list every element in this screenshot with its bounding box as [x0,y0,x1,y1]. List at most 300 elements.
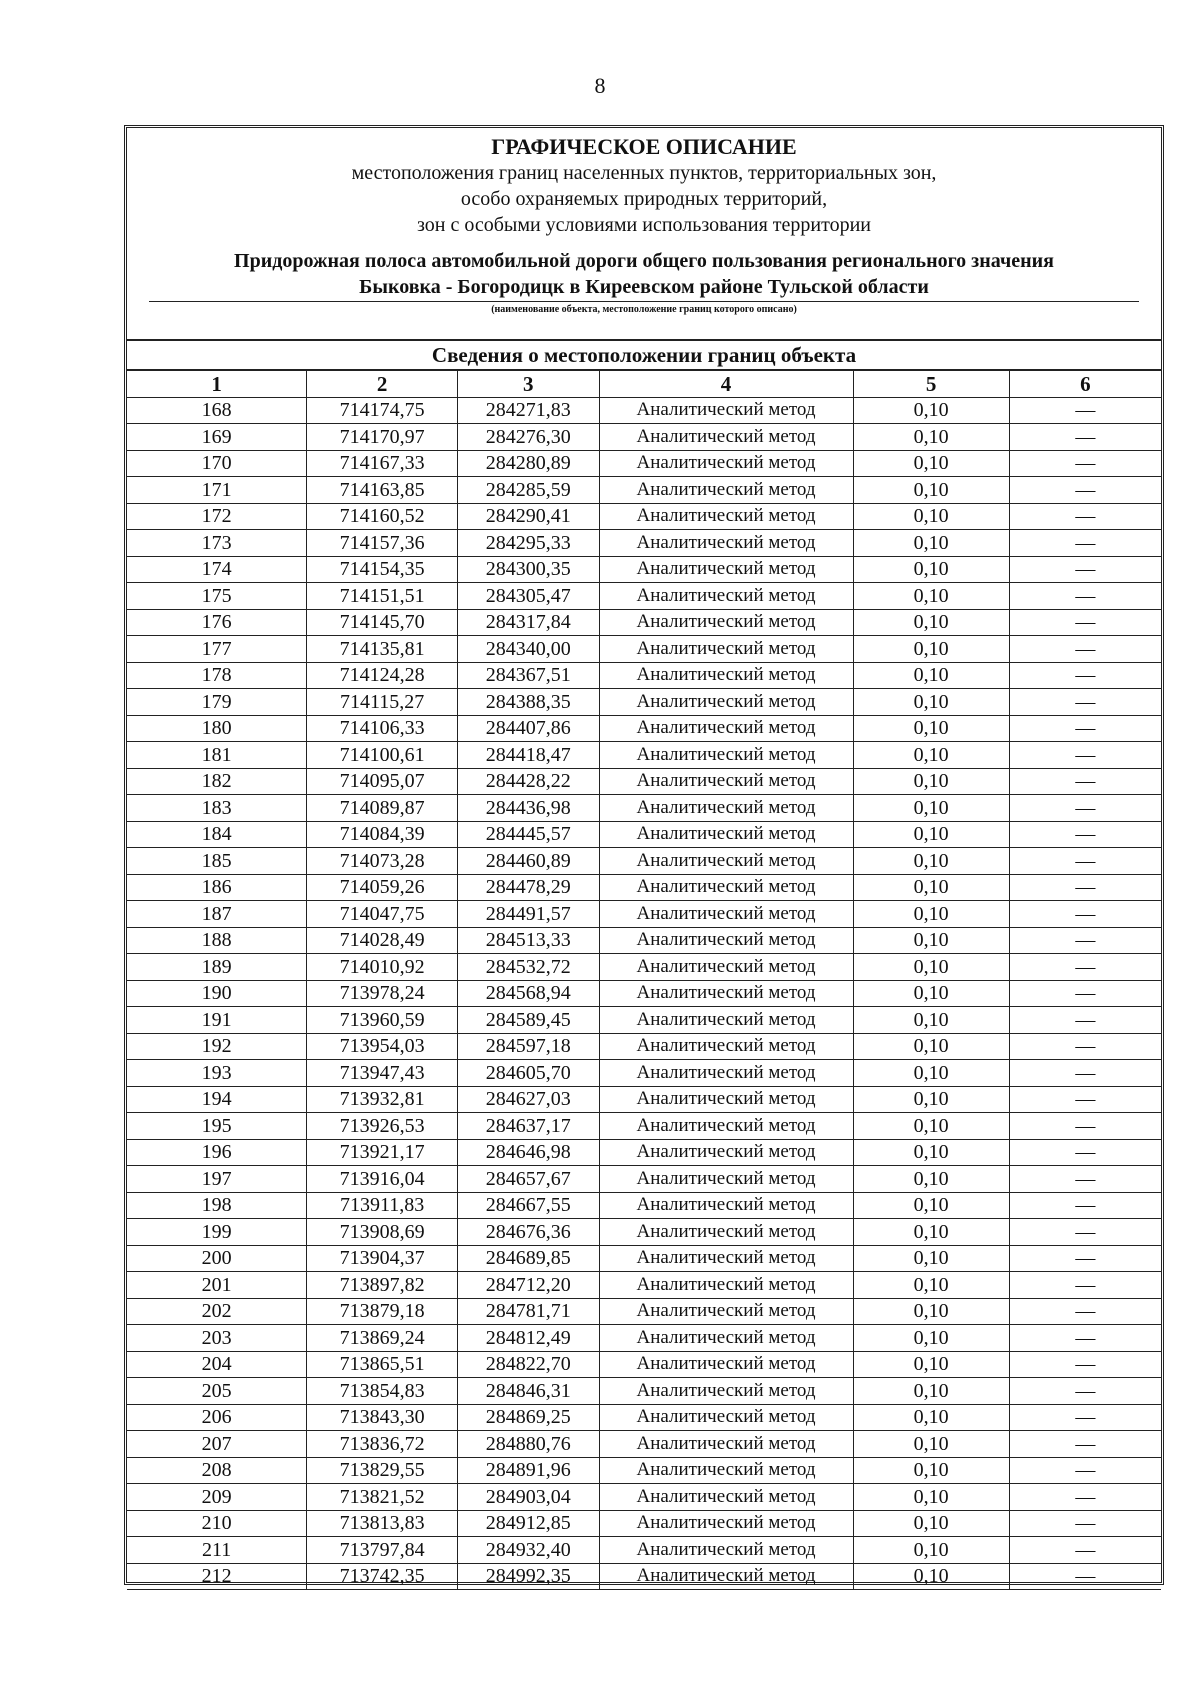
description-cell: — [1009,662,1161,689]
method-cell: Аналитический метод [599,1245,853,1272]
point-number-cell: 199 [127,1219,307,1246]
accuracy-cell: 0,10 [853,583,1009,610]
x-coordinate-cell: 714157,36 [307,530,458,557]
point-number-cell: 173 [127,530,307,557]
x-coordinate-cell: 713947,43 [307,1060,458,1087]
table-row [127,1351,1161,1378]
method-cell: Аналитический метод [599,477,853,504]
table-row [127,768,1161,795]
y-coordinate-cell: 284903,04 [457,1484,599,1511]
table-row [127,874,1161,901]
x-coordinate-cell: 713978,24 [307,980,458,1007]
method-cell: Аналитический метод [599,1166,853,1193]
accuracy-cell: 0,10 [853,689,1009,716]
x-coordinate-cell: 713869,24 [307,1325,458,1352]
y-coordinate-cell: 284846,31 [457,1378,599,1405]
point-number-cell: 206 [127,1404,307,1431]
point-number-cell: 189 [127,954,307,981]
x-coordinate-cell: 714100,61 [307,742,458,769]
column-header-4: 4 [599,371,853,397]
table-row [127,1219,1161,1246]
point-number-cell: 200 [127,1245,307,1272]
document-header [127,134,1161,341]
method-cell: Аналитический метод [599,715,853,742]
description-cell: — [1009,742,1161,769]
y-coordinate-cell: 284891,96 [457,1457,599,1484]
accuracy-cell: 0,10 [853,1245,1009,1272]
table-row [127,848,1161,875]
table-row [127,1086,1161,1113]
description-cell: — [1009,768,1161,795]
y-coordinate-cell: 284597,18 [457,1033,599,1060]
x-coordinate-cell: 714174,75 [307,397,458,424]
method-cell: Аналитический метод [599,530,853,557]
table-row [127,954,1161,981]
table-row [127,1298,1161,1325]
description-cell: — [1009,530,1161,557]
description-cell: — [1009,1007,1161,1034]
y-coordinate-cell: 284418,47 [457,742,599,769]
table-row [127,583,1161,610]
accuracy-cell: 0,10 [853,848,1009,875]
point-number-cell: 201 [127,1272,307,1299]
table-row [127,477,1161,504]
y-coordinate-cell: 284627,03 [457,1086,599,1113]
y-coordinate-cell: 284637,17 [457,1113,599,1140]
description-cell: — [1009,424,1161,451]
description-cell: — [1009,636,1161,663]
y-coordinate-cell: 284667,55 [457,1192,599,1219]
description-cell: — [1009,477,1161,504]
table-row [127,636,1161,663]
method-cell: Аналитический метод [599,1457,853,1484]
point-number-cell: 175 [127,583,307,610]
method-cell: Аналитический метод [599,1007,853,1034]
description-cell: — [1009,1245,1161,1272]
method-cell: Аналитический метод [599,1272,853,1299]
method-cell: Аналитический метод [599,874,853,901]
description-cell: — [1009,795,1161,822]
table-row [127,980,1161,1007]
y-coordinate-cell: 284290,41 [457,503,599,530]
x-coordinate-cell: 713908,69 [307,1219,458,1246]
method-cell: Аналитический метод [599,821,853,848]
description-cell: — [1009,1404,1161,1431]
x-coordinate-cell: 713836,72 [307,1431,458,1458]
description-cell: — [1009,821,1161,848]
x-coordinate-cell: 713916,04 [307,1166,458,1193]
x-coordinate-cell: 714059,26 [307,874,458,901]
y-coordinate-cell: 284822,70 [457,1351,599,1378]
description-cell: — [1009,450,1161,477]
table-row [127,1033,1161,1060]
table-row [127,1404,1161,1431]
table-row [127,1510,1161,1537]
point-number-cell: 188 [127,927,307,954]
y-coordinate-cell: 284812,49 [457,1325,599,1352]
point-number-cell: 177 [127,636,307,663]
method-cell: Аналитический метод [599,662,853,689]
accuracy-cell: 0,10 [853,1484,1009,1511]
point-number-cell: 174 [127,556,307,583]
description-cell: — [1009,689,1161,716]
point-number-cell: 204 [127,1351,307,1378]
description-cell: — [1009,609,1161,636]
accuracy-cell: 0,10 [853,1537,1009,1564]
description-cell: — [1009,1484,1161,1511]
point-number-cell: 197 [127,1166,307,1193]
y-coordinate-cell: 284676,36 [457,1219,599,1246]
table-row [127,1139,1161,1166]
y-coordinate-cell: 284436,98 [457,795,599,822]
method-cell: Аналитический метод [599,689,853,716]
accuracy-cell: 0,10 [853,477,1009,504]
section-title: Сведения о местоположении границ объекта [127,341,1161,371]
description-cell: — [1009,397,1161,424]
table-row [127,1484,1161,1511]
description-cell: — [1009,848,1161,875]
method-cell: Аналитический метод [599,980,853,1007]
table-header-row [127,371,1161,397]
x-coordinate-cell: 714154,35 [307,556,458,583]
document-title: ГРАФИЧЕСКОЕ ОПИСАНИЕ [491,134,797,159]
point-number-cell: 178 [127,662,307,689]
y-coordinate-cell: 284869,25 [457,1404,599,1431]
table-row [127,901,1161,928]
point-number-cell: 179 [127,689,307,716]
y-coordinate-cell: 284285,59 [457,477,599,504]
method-cell: Аналитический метод [599,1484,853,1511]
description-cell: — [1009,556,1161,583]
description-cell: — [1009,1272,1161,1299]
table-row [127,530,1161,557]
y-coordinate-cell: 284367,51 [457,662,599,689]
x-coordinate-cell: 714151,51 [307,583,458,610]
accuracy-cell: 0,10 [853,450,1009,477]
description-cell: — [1009,1086,1161,1113]
accuracy-cell: 0,10 [853,1325,1009,1352]
method-cell: Аналитический метод [599,927,853,954]
table-row [127,742,1161,769]
table-row [127,1563,1161,1590]
column-header-2: 2 [307,371,458,397]
x-coordinate-cell: 713911,83 [307,1192,458,1219]
y-coordinate-cell: 284589,45 [457,1007,599,1034]
table-row [127,1272,1161,1299]
y-coordinate-cell: 284445,57 [457,821,599,848]
accuracy-cell: 0,10 [853,424,1009,451]
method-cell: Аналитический метод [599,1563,853,1590]
description-cell: — [1009,980,1161,1007]
x-coordinate-cell: 713843,30 [307,1404,458,1431]
method-cell: Аналитический метод [599,1033,853,1060]
table-row [127,927,1161,954]
table-row [127,397,1161,424]
y-coordinate-cell: 284276,30 [457,424,599,451]
y-coordinate-cell: 284532,72 [457,954,599,981]
y-coordinate-cell: 284300,35 [457,556,599,583]
accuracy-cell: 0,10 [853,1219,1009,1246]
method-cell: Аналитический метод [599,848,853,875]
point-number-cell: 203 [127,1325,307,1352]
method-cell: Аналитический метод [599,901,853,928]
point-number-cell: 183 [127,795,307,822]
y-coordinate-cell: 284657,67 [457,1166,599,1193]
method-cell: Аналитический метод [599,450,853,477]
x-coordinate-cell: 714089,87 [307,795,458,822]
y-coordinate-cell: 284912,85 [457,1510,599,1537]
x-coordinate-cell: 713742,35 [307,1563,458,1590]
object-name-line-1: Придорожная полоса автомобильной дороги общего пользования регионального значения [234,250,1054,272]
point-number-cell: 208 [127,1457,307,1484]
x-coordinate-cell: 713897,82 [307,1272,458,1299]
method-cell: Аналитический метод [599,768,853,795]
document-frame [124,125,1164,1588]
table-row [127,1060,1161,1087]
table-row [127,715,1161,742]
y-coordinate-cell: 284932,40 [457,1537,599,1564]
point-number-cell: 190 [127,980,307,1007]
point-number-cell: 185 [127,848,307,875]
y-coordinate-cell: 284568,94 [457,980,599,1007]
method-cell: Аналитический метод [599,424,853,451]
accuracy-cell: 0,10 [853,1113,1009,1140]
x-coordinate-cell: 713932,81 [307,1086,458,1113]
accuracy-cell: 0,10 [853,1272,1009,1299]
y-coordinate-cell: 284271,83 [457,397,599,424]
x-coordinate-cell: 713960,59 [307,1007,458,1034]
point-number-cell: 176 [127,609,307,636]
header-line-2: особо охраняемых природных территорий, [460,188,828,210]
point-number-cell: 170 [127,450,307,477]
description-cell: — [1009,1431,1161,1458]
table-row [127,609,1161,636]
x-coordinate-cell: 714124,28 [307,662,458,689]
accuracy-cell: 0,10 [853,1033,1009,1060]
x-coordinate-cell: 714145,70 [307,609,458,636]
table-row [127,1431,1161,1458]
accuracy-cell: 0,10 [853,397,1009,424]
method-cell: Аналитический метод [599,1192,853,1219]
column-header-1: 1 [127,371,307,397]
x-coordinate-cell: 714028,49 [307,927,458,954]
accuracy-cell: 0,10 [853,1431,1009,1458]
accuracy-cell: 0,10 [853,715,1009,742]
description-cell: — [1009,1510,1161,1537]
x-coordinate-cell: 713821,52 [307,1484,458,1511]
method-cell: Аналитический метод [599,609,853,636]
table-row [127,1007,1161,1034]
x-coordinate-cell: 713813,83 [307,1510,458,1537]
x-coordinate-cell: 714135,81 [307,636,458,663]
description-cell: — [1009,1378,1161,1405]
x-coordinate-cell: 714047,75 [307,901,458,928]
point-number-cell: 205 [127,1378,307,1405]
description-cell: — [1009,1457,1161,1484]
x-coordinate-cell: 714115,27 [307,689,458,716]
description-cell: — [1009,1219,1161,1246]
point-number-cell: 169 [127,424,307,451]
x-coordinate-cell: 714084,39 [307,821,458,848]
method-cell: Аналитический метод [599,1510,853,1537]
method-cell: Аналитический метод [599,1431,853,1458]
method-cell: Аналитический метод [599,503,853,530]
table-body [127,397,1161,1590]
description-cell: — [1009,1563,1161,1590]
coordinates-table [127,371,1161,1590]
description-cell: — [1009,715,1161,742]
accuracy-cell: 0,10 [853,530,1009,557]
accuracy-cell: 0,10 [853,503,1009,530]
table-row [127,795,1161,822]
y-coordinate-cell: 284305,47 [457,583,599,610]
description-cell: — [1009,583,1161,610]
y-coordinate-cell: 284491,57 [457,901,599,928]
table-row [127,556,1161,583]
accuracy-cell: 0,10 [853,1139,1009,1166]
y-coordinate-cell: 284605,70 [457,1060,599,1087]
description-cell: — [1009,874,1161,901]
point-number-cell: 195 [127,1113,307,1140]
x-coordinate-cell: 713921,17 [307,1139,458,1166]
point-number-cell: 198 [127,1192,307,1219]
description-cell: — [1009,1325,1161,1352]
description-cell: — [1009,1060,1161,1087]
x-coordinate-cell: 714073,28 [307,848,458,875]
point-number-cell: 172 [127,503,307,530]
accuracy-cell: 0,10 [853,795,1009,822]
accuracy-cell: 0,10 [853,742,1009,769]
point-number-cell: 192 [127,1033,307,1060]
method-cell: Аналитический метод [599,1404,853,1431]
point-number-cell: 194 [127,1086,307,1113]
description-cell: — [1009,1139,1161,1166]
y-coordinate-cell: 284340,00 [457,636,599,663]
method-cell: Аналитический метод [599,742,853,769]
description-cell: — [1009,901,1161,928]
method-cell: Аналитический метод [599,397,853,424]
table-row [127,1378,1161,1405]
description-cell: — [1009,1351,1161,1378]
point-number-cell: 182 [127,768,307,795]
method-cell: Аналитический метод [599,1325,853,1352]
point-number-cell: 207 [127,1431,307,1458]
method-cell: Аналитический метод [599,556,853,583]
method-cell: Аналитический метод [599,1060,853,1087]
point-number-cell: 168 [127,397,307,424]
x-coordinate-cell: 714167,33 [307,450,458,477]
accuracy-cell: 0,10 [853,768,1009,795]
x-coordinate-cell: 713954,03 [307,1033,458,1060]
method-cell: Аналитический метод [599,583,853,610]
description-cell: — [1009,503,1161,530]
description-cell: — [1009,954,1161,981]
point-number-cell: 181 [127,742,307,769]
method-cell: Аналитический метод [599,1351,853,1378]
point-number-cell: 171 [127,477,307,504]
accuracy-cell: 0,10 [853,556,1009,583]
description-cell: — [1009,1537,1161,1564]
accuracy-cell: 0,10 [853,980,1009,1007]
point-number-cell: 191 [127,1007,307,1034]
page-number: 8 [594,73,606,98]
x-coordinate-cell: 713926,53 [307,1113,458,1140]
column-header-3: 3 [457,371,599,397]
object-name-line-2: Быковка - Богородицк в Киреевском районе Тульской области [149,274,1139,302]
accuracy-cell: 0,10 [853,874,1009,901]
accuracy-cell: 0,10 [853,1457,1009,1484]
point-number-cell: 212 [127,1563,307,1590]
point-number-cell: 210 [127,1510,307,1537]
table-row [127,689,1161,716]
description-cell: — [1009,927,1161,954]
y-coordinate-cell: 284992,35 [457,1563,599,1590]
header-line-3: зон с особыми условиями использования территории [416,214,872,236]
object-name [127,248,1161,302]
y-coordinate-cell: 284478,29 [457,874,599,901]
table-row [127,503,1161,530]
accuracy-cell: 0,10 [853,662,1009,689]
table-row [127,1457,1161,1484]
accuracy-cell: 0,10 [853,1060,1009,1087]
method-cell: Аналитический метод [599,636,853,663]
table-row [127,1113,1161,1140]
method-cell: Аналитический метод [599,1537,853,1564]
method-cell: Аналитический метод [599,1378,853,1405]
x-coordinate-cell: 713865,51 [307,1351,458,1378]
y-coordinate-cell: 284407,86 [457,715,599,742]
method-cell: Аналитический метод [599,1219,853,1246]
point-number-cell: 209 [127,1484,307,1511]
y-coordinate-cell: 284428,22 [457,768,599,795]
accuracy-cell: 0,10 [853,927,1009,954]
accuracy-cell: 0,10 [853,609,1009,636]
y-coordinate-cell: 284295,33 [457,530,599,557]
point-number-cell: 193 [127,1060,307,1087]
method-cell: Аналитический метод [599,1139,853,1166]
method-cell: Аналитический метод [599,954,853,981]
description-cell: — [1009,1298,1161,1325]
y-coordinate-cell: 284689,85 [457,1245,599,1272]
x-coordinate-cell: 713904,37 [307,1245,458,1272]
y-coordinate-cell: 284513,33 [457,927,599,954]
x-coordinate-cell: 713854,83 [307,1378,458,1405]
column-header-5: 5 [853,371,1009,397]
x-coordinate-cell: 714160,52 [307,503,458,530]
x-coordinate-cell: 713879,18 [307,1298,458,1325]
y-coordinate-cell: 284460,89 [457,848,599,875]
accuracy-cell: 0,10 [853,1086,1009,1113]
x-coordinate-cell: 714106,33 [307,715,458,742]
accuracy-cell: 0,10 [853,1298,1009,1325]
table-row [127,424,1161,451]
header-line-1: местоположения границ населенных пунктов, территориальных зон, [351,162,937,184]
object-caption: (наименование объекта, местоположение границ которого описано) [491,304,797,315]
accuracy-cell: 0,10 [853,1404,1009,1431]
table-row [127,1537,1161,1564]
accuracy-cell: 0,10 [853,1007,1009,1034]
x-coordinate-cell: 713797,84 [307,1537,458,1564]
method-cell: Аналитический метод [599,795,853,822]
accuracy-cell: 0,10 [853,1378,1009,1405]
point-number-cell: 184 [127,821,307,848]
table-row [127,450,1161,477]
table-row [127,662,1161,689]
description-cell: — [1009,1192,1161,1219]
x-coordinate-cell: 714170,97 [307,424,458,451]
y-coordinate-cell: 284388,35 [457,689,599,716]
x-coordinate-cell: 713829,55 [307,1457,458,1484]
